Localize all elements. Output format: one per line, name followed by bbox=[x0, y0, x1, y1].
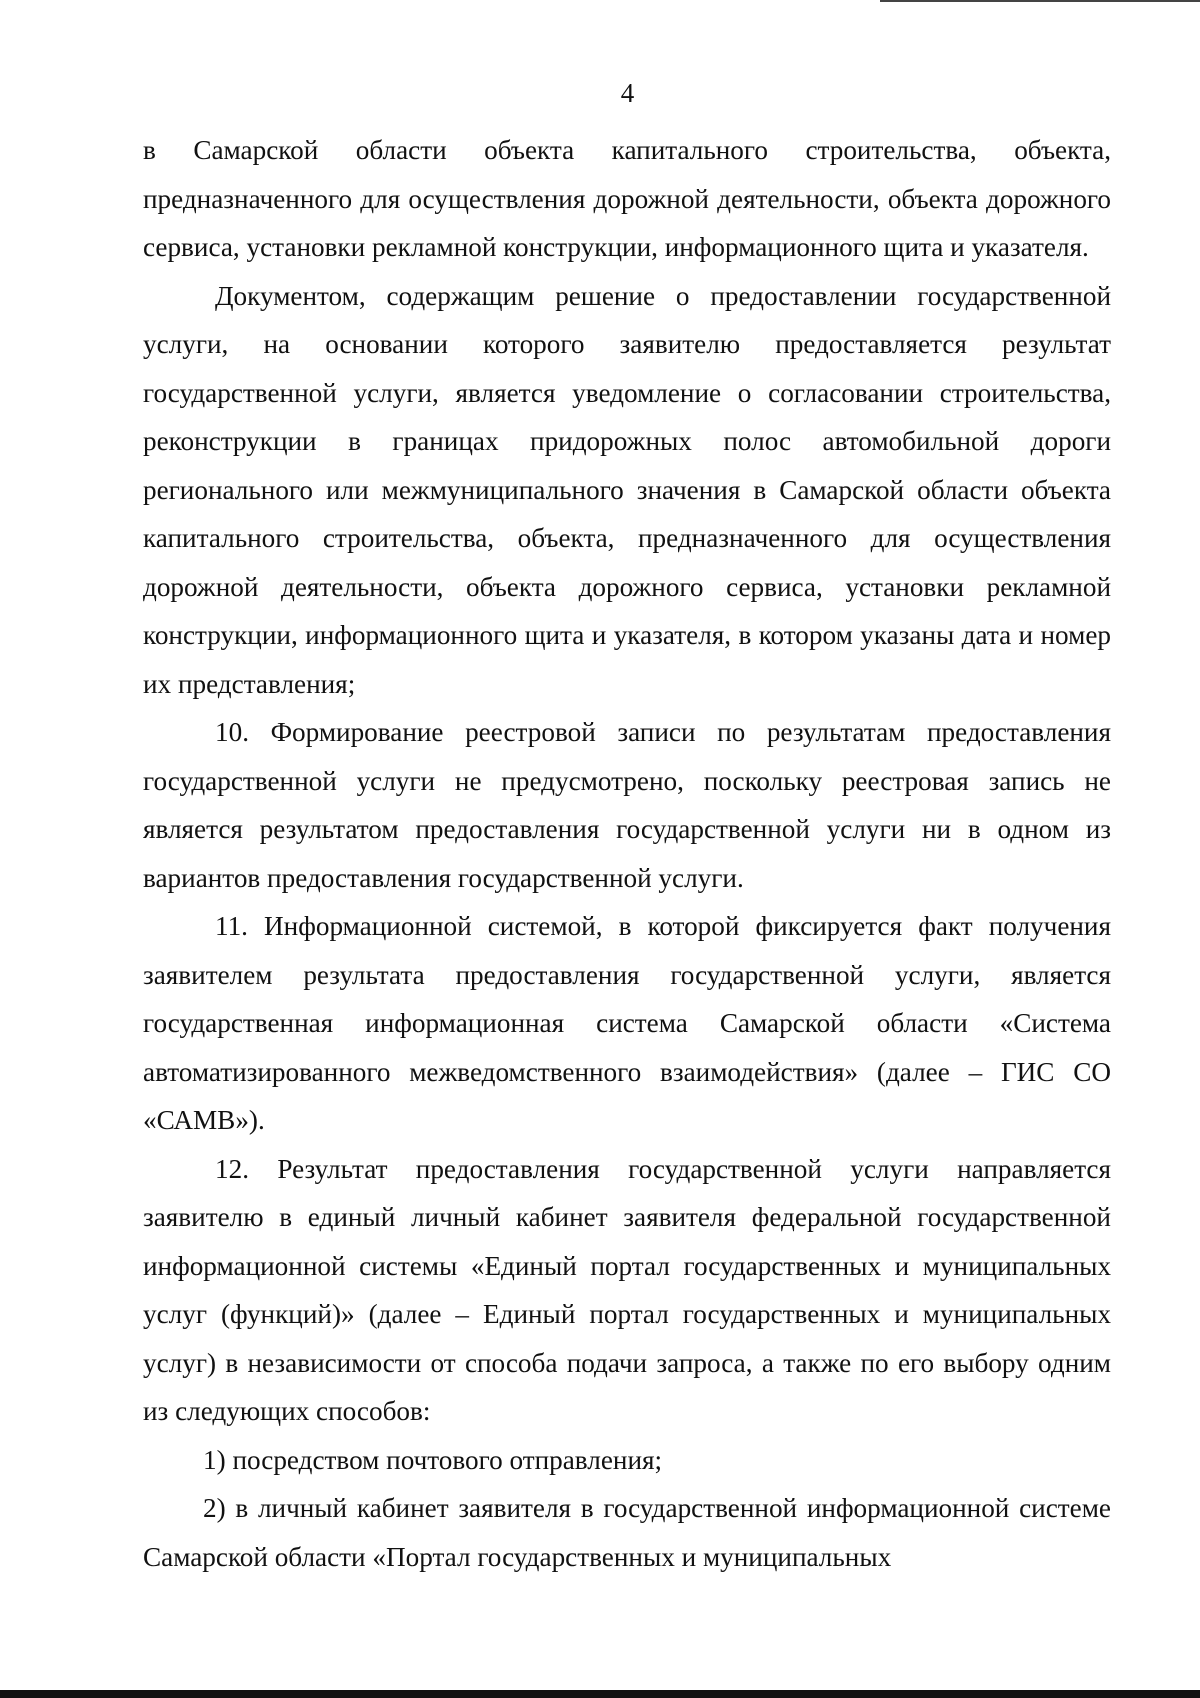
paragraph-11: 11. Информационной системой, в которой фиксируется факт получения заявителем результата предоставления государственной услуги, является государственная информационная система Самарской области «Система автоматизированного межведомственного взаимодействия» (далее – ГИС СО «САМВ»). bbox=[143, 911, 1111, 1135]
page-number: 4 bbox=[620, 78, 635, 108]
paragraph-12: 12. Результат предоставления государственной услуги направляется заявителю в единый личный кабинет заявителя федеральной государственной информационной системы «Единый портал государственных и муниципальных услуг (функций)» (далее – Единый портал государственных и муниципальных услуг) в независимости от способа подачи запроса, а также по его выбору одним из следующих способов: bbox=[143, 1153, 1111, 1426]
paragraph-continuation: в Самарской области объекта капитального строительства, объекта, предназначенного для осуществления дорожной деятельности, объекта дорожного сервиса, установки рекламной конструкции, информационного щита и указателя. bbox=[143, 135, 1111, 262]
document-body bbox=[143, 126, 1111, 1581]
scan-edge-top bbox=[880, 0, 1200, 2]
list-item-1: 1) посредством почтового отправления; bbox=[203, 1444, 663, 1475]
paragraph-result-document: Документом, содержащим решение о предоставлении государственной услуги, на основании которого заявителю предоставляется результат государственной услуги, является уведомление о согласовании строительства, реконструкции в границах придорожных полос автомобильной дороги регионального или межмуниципального значения в Самарской области объекта капитального строительства, объекта, предназначенного для осуществления дорожной деятельности, объекта дорожного сервиса, установки рекламной конструкции, информационного щита и указателя, в котором указаны дата и номер их представления; bbox=[143, 280, 1111, 699]
list-item-2: 2) в личный кабинет заявителя в государственной информационной системе Самарской области «Портал государственных и муниципальных bbox=[143, 1493, 1111, 1572]
scan-edge-bottom bbox=[0, 1690, 1200, 1698]
paragraph-10: 10. Формирование реестровой записи по результатам предоставления государственной услуги не предусмотрено, поскольку реестровая запись не является результатом предоставления государственной услуги ни в одном из вариантов предоставления государственной услуги. bbox=[143, 717, 1111, 893]
